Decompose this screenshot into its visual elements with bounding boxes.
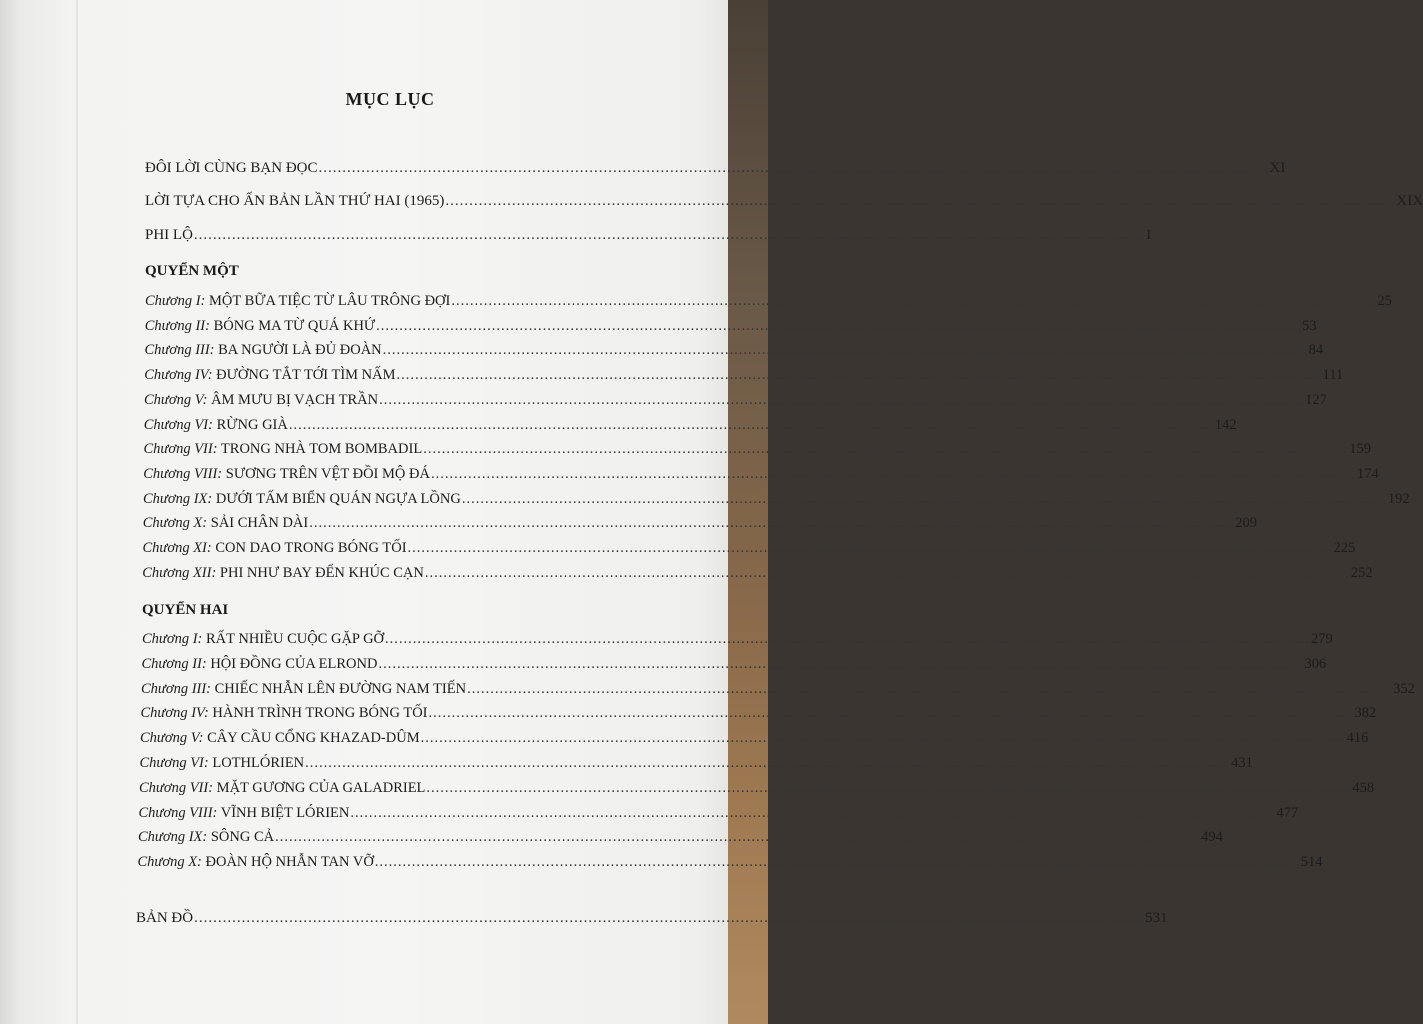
page-number: 127 bbox=[1305, 391, 1327, 408]
toc-title: MỤC LỤC bbox=[345, 89, 435, 109]
entry-label bbox=[145, 342, 382, 359]
entry-label bbox=[145, 318, 375, 335]
chapter-title: TRONG NHÀ TOM BOMBADIL bbox=[220, 441, 423, 458]
chapter-title: ĐƯỜNG TẮT TỚI TÌM NẤM bbox=[216, 367, 396, 384]
toc-entry bbox=[139, 755, 1253, 772]
toc-entry bbox=[144, 367, 1344, 384]
dot-leader: ........................................................................................................................................................................................................ bbox=[309, 515, 1235, 532]
toc-entry bbox=[136, 910, 1168, 927]
entry-label bbox=[145, 193, 444, 210]
toc-entry bbox=[145, 293, 1392, 310]
entry-label bbox=[139, 780, 425, 797]
page-number: 225 bbox=[1333, 540, 1356, 556]
dot-leader: ........................................................................................................................................................................................................ bbox=[426, 779, 1352, 796]
dot-leader: ........................................................................................................................................................................................................ bbox=[350, 804, 1276, 821]
entry-title: BẢN ĐỒ bbox=[136, 910, 194, 926]
entry-label bbox=[143, 466, 430, 483]
page-number: 25 bbox=[1377, 293, 1392, 309]
dot-leader: ........................................................................................................................................................................................................ bbox=[193, 227, 1144, 243]
toc-entry bbox=[143, 465, 1379, 483]
toc-entry bbox=[145, 227, 1153, 244]
toc-entry bbox=[140, 730, 1369, 747]
chapter-title: RẤT NHIỀU CUỘC GẶP GỠ bbox=[205, 631, 385, 647]
chapter-number: Chương II: bbox=[144, 317, 210, 334]
page-number: 531 bbox=[1145, 910, 1168, 926]
chapter-title: RỪNG GIÀ bbox=[216, 416, 288, 433]
toc-entry bbox=[144, 317, 1317, 335]
page-number: 142 bbox=[1214, 416, 1237, 433]
dot-leader: ........................................................................................................................................................................................................ bbox=[428, 705, 1354, 722]
dot-leader: ........................................................................................................................................................................................................ bbox=[275, 829, 1201, 846]
dot-leader: ........................................................................................................................................................................................................ bbox=[374, 854, 1300, 871]
toc-entry bbox=[138, 829, 1223, 846]
entry-title: PHI LỘ bbox=[145, 227, 193, 243]
chapter-number: Chương I: bbox=[142, 631, 203, 647]
dot-leader: ........................................................................................................................................................................................................ bbox=[420, 730, 1346, 747]
page-number: 192 bbox=[1387, 490, 1410, 507]
toc-entry bbox=[143, 490, 1410, 508]
chapter-title: ÂM MƯU BỊ VẠCH TRẦN bbox=[211, 391, 379, 408]
page-number: 431 bbox=[1231, 755, 1253, 771]
entry-label bbox=[138, 854, 374, 871]
toc-entry bbox=[142, 515, 1257, 532]
page-number: XIX bbox=[1396, 193, 1423, 209]
toc-entry bbox=[142, 631, 1333, 648]
chapter-number: Chương X: bbox=[137, 854, 202, 871]
chapter-title: MẶT GƯƠNG CỦA GALADRIEL bbox=[216, 779, 426, 796]
entry-label bbox=[142, 565, 424, 582]
chapter-number: Chương IX: bbox=[143, 490, 213, 507]
dot-leader: ........................................................................................................................................................................................................ bbox=[288, 416, 1214, 433]
entry-label bbox=[144, 392, 378, 409]
chapter-number: Chương X: bbox=[142, 515, 208, 532]
entry-label bbox=[138, 829, 274, 846]
toc-entry bbox=[141, 680, 1415, 698]
toc-entry bbox=[144, 391, 1327, 409]
entry-label bbox=[143, 491, 461, 508]
chapter-number: Chương VIII: bbox=[138, 804, 218, 821]
entry-label bbox=[140, 755, 305, 772]
entry-title: LỜI TỰA CHO ẤN BẢN LẦN THỨ HAI (1965) bbox=[145, 193, 445, 209]
section-heading: QUYỂN MỘT bbox=[145, 263, 239, 279]
chapter-title: ĐOÀN HỘ NHẪN TAN VỠ bbox=[205, 854, 374, 871]
dot-leader: ........................................................................................................................................................................................................ bbox=[445, 193, 1396, 209]
chapter-title: MỘT BỮA TIỆC TỪ LÂU TRÔNG ĐỢI bbox=[208, 293, 451, 309]
toc-entry bbox=[137, 854, 1323, 871]
dot-leader: ........................................................................................................................................................................................................ bbox=[461, 490, 1387, 507]
chapter-title: CON DAO TRONG BÓNG TỐI bbox=[215, 540, 407, 556]
chapter-title: HỘI ĐỒNG CỦA ELROND bbox=[210, 655, 378, 672]
page-number: 477 bbox=[1276, 804, 1299, 821]
toc-entry bbox=[139, 779, 1375, 797]
dot-leader: ........................................................................................................................................................................................................ bbox=[194, 910, 1145, 926]
chapter-title: SẢI CHÂN DÀI bbox=[210, 515, 309, 532]
chapter-title: BÓNG MA TỪ QUÁ KHỨ bbox=[213, 317, 376, 334]
entry-label bbox=[139, 805, 350, 822]
chapter-title: SƯƠNG TRÊN VỆT ĐỒI MỘ ĐÁ bbox=[225, 465, 430, 482]
entry-label bbox=[141, 681, 466, 698]
page-number: 111 bbox=[1322, 367, 1344, 384]
chapter-number: Chương XII: bbox=[142, 564, 217, 581]
dot-leader: ........................................................................................................................................................................................................ bbox=[407, 540, 1333, 556]
toc-entry bbox=[144, 342, 1324, 359]
chapter-number: Chương V: bbox=[144, 391, 208, 408]
chapter-title: SÔNG CẢ bbox=[210, 829, 275, 846]
dot-leader: ........................................................................................................................................................................................................ bbox=[305, 755, 1231, 771]
dot-leader: ........................................................................................................................................................................................................ bbox=[376, 317, 1302, 334]
chapter-title: LOTHLÓRIEN bbox=[212, 755, 305, 771]
page-number: 382 bbox=[1354, 705, 1377, 722]
toc-entry bbox=[142, 564, 1373, 582]
toc-entry bbox=[140, 705, 1377, 722]
page-number: 1 bbox=[1144, 227, 1153, 243]
entry-label bbox=[136, 910, 193, 927]
chapter-number: Chương IX: bbox=[138, 829, 208, 846]
page-number: 53 bbox=[1302, 317, 1317, 334]
toc-entry bbox=[142, 540, 1356, 557]
dot-leader: ........................................................................................................................................................................................................ bbox=[451, 293, 1377, 309]
page-number: 84 bbox=[1308, 342, 1324, 359]
entry-label bbox=[143, 515, 309, 532]
toc-entry bbox=[141, 655, 1327, 673]
chapter-number: Chương IV: bbox=[140, 705, 209, 722]
chapter-number: Chương III: bbox=[141, 680, 212, 697]
chapter-number: Chương III: bbox=[144, 342, 215, 359]
chapter-number: Chương VIII: bbox=[143, 465, 223, 482]
chapter-number: Chương VII: bbox=[139, 779, 214, 796]
page-number: 416 bbox=[1346, 730, 1369, 747]
page-number: 209 bbox=[1235, 515, 1257, 532]
chapter-title: PHI NHƯ BAY ĐẾN KHÚC CẠN bbox=[219, 564, 424, 581]
chapter-number: Chương VI: bbox=[139, 755, 209, 771]
page-number: 458 bbox=[1352, 779, 1375, 796]
page-number: 514 bbox=[1300, 854, 1323, 871]
dot-leader: ........................................................................................................................................................................................................ bbox=[318, 160, 1269, 176]
chapter-number: Chương VI: bbox=[143, 416, 213, 433]
dot-leader: ........................................................................................................................................................................................................ bbox=[396, 367, 1322, 384]
entry-label bbox=[144, 417, 288, 434]
chapter-title: HÀNH TRÌNH TRONG BÓNG TỐI bbox=[212, 705, 428, 722]
page-number: 159 bbox=[1349, 441, 1371, 458]
page-number: 279 bbox=[1311, 631, 1333, 647]
chapter-title: CHIẾC NHẪN LÊN ĐƯỜNG NAM TIẾN bbox=[214, 680, 467, 697]
page-number: 252 bbox=[1350, 564, 1373, 581]
chapter-title: DƯỚI TẤM BIỂN QUÁN NGỰA LỒNG bbox=[215, 490, 461, 507]
chapter-title: CÂY CẦU CỔNG KHAZAD-DÛM bbox=[207, 730, 420, 747]
chapter-title: VĨNH BIỆT LÓRIEN bbox=[220, 804, 350, 821]
page-number: XI bbox=[1269, 160, 1286, 176]
page-number: 352 bbox=[1393, 680, 1415, 697]
dot-leader: ........................................................................................................................................................................................................ bbox=[467, 680, 1393, 697]
entry-title: ĐÔI LỜI CÙNG BẠN ĐỌC bbox=[145, 160, 318, 176]
page-gutter bbox=[76, 0, 78, 1024]
entry-label bbox=[145, 227, 193, 244]
chapter-number: Chương I: bbox=[145, 293, 206, 309]
entry-label bbox=[145, 293, 450, 310]
chapter-number: Chương IV: bbox=[144, 367, 213, 384]
chapter-number: Chương V: bbox=[140, 730, 204, 747]
chapter-number: Chương VII: bbox=[143, 441, 218, 458]
chapter-title: BA NGƯỜI LÀ ĐỦ ĐOÀN bbox=[218, 342, 382, 359]
toc-entry bbox=[138, 804, 1299, 822]
chapter-number: Chương XI: bbox=[142, 540, 212, 556]
dot-leader: ........................................................................................................................................................................................................ bbox=[379, 391, 1305, 408]
toc-entry bbox=[143, 416, 1237, 434]
entry-label bbox=[142, 656, 378, 673]
entry-label bbox=[144, 441, 423, 458]
chapter-number: Chương II: bbox=[141, 655, 207, 672]
entry-label bbox=[140, 730, 420, 747]
toc-entry bbox=[145, 160, 1286, 177]
dot-leader: ........................................................................................................................................................................................................ bbox=[430, 465, 1356, 482]
dot-leader: ........................................................................................................................................................................................................ bbox=[378, 655, 1304, 672]
section-heading: QUYỂN HAI bbox=[142, 602, 229, 618]
entry-label bbox=[145, 160, 318, 177]
toc-entry bbox=[143, 441, 1371, 458]
dot-leader: ........................................................................................................................................................................................................ bbox=[382, 342, 1308, 359]
entry-label bbox=[142, 631, 384, 648]
dot-leader: ........................................................................................................................................................................................................ bbox=[424, 564, 1350, 581]
entry-label bbox=[143, 540, 407, 557]
page-number: 174 bbox=[1356, 465, 1379, 482]
dot-leader: ........................................................................................................................................................................................................ bbox=[385, 631, 1311, 647]
page-number: 306 bbox=[1304, 655, 1327, 672]
toc-entry bbox=[145, 193, 1423, 210]
entry-label bbox=[141, 705, 428, 722]
page-number: 494 bbox=[1201, 829, 1223, 846]
dot-leader: ........................................................................................................................................................................................................ bbox=[423, 441, 1349, 458]
entry-label bbox=[144, 367, 395, 384]
